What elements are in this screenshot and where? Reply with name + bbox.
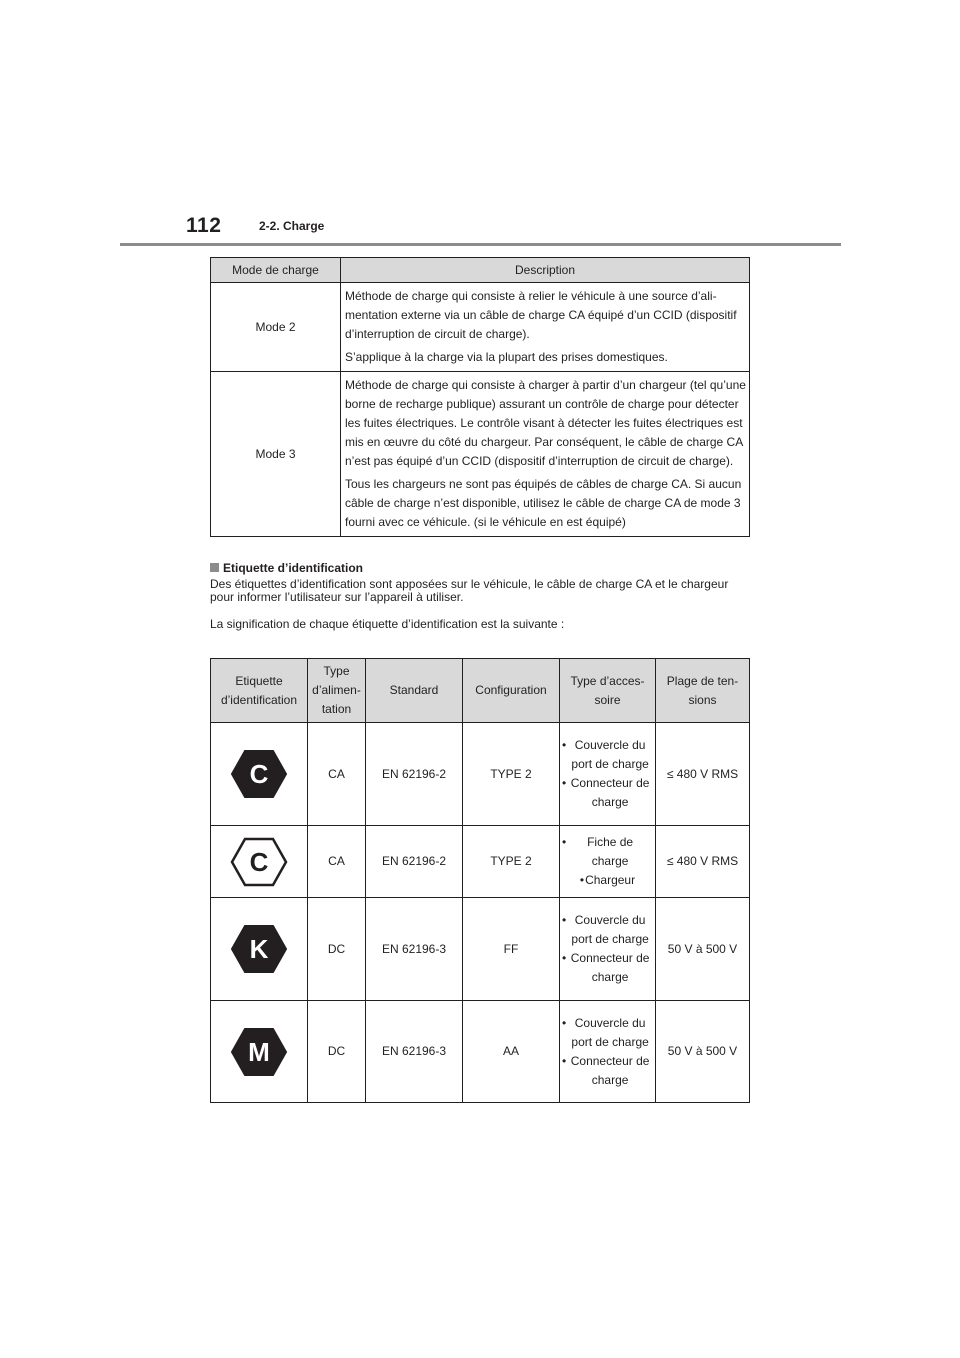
label-cell: [211, 898, 308, 1001]
voltage-cell: ≤ 480 V RMS: [656, 826, 750, 898]
accessory-cell: [560, 1001, 656, 1103]
column-header-description: Description: [341, 258, 750, 283]
accessory-item: • Chargeur: [562, 871, 653, 890]
accessory-cell: [560, 898, 656, 1001]
standard-cell: EN 62196-3: [366, 898, 463, 1001]
configuration-cell: AA: [463, 1001, 560, 1103]
description-paragraph: S’applique à la charge via la plupart des prises domestiques.: [345, 350, 668, 364]
table-header-row: [211, 258, 750, 283]
table-row: [211, 826, 750, 898]
svg-text:K: K: [249, 934, 269, 964]
identification-intro: Des étiquettes d’identification sont apposées sur le véhicule, le câble de charge CA et le chargeur pour informer l’utilisateur sur l’appareil à utiliser.: [210, 577, 729, 604]
accessory-item: • Couvercle du port de charge: [562, 911, 653, 949]
voltage-cell: 50 V à 500 V: [656, 898, 750, 1001]
square-bullet-icon: [210, 563, 219, 572]
mode-cell: Mode 2: [211, 283, 341, 372]
hexagon-m-filled-icon: [230, 1027, 288, 1077]
column-header-label: Etiquette d’identification: [211, 659, 308, 723]
supply-cell: CA: [308, 723, 366, 826]
section-title: 2-2. Charge: [259, 219, 325, 233]
supply-cell: CA: [308, 826, 366, 898]
identification-label-table: [210, 658, 750, 1103]
description-paragraph: Tous les chargeurs ne sont pas équipés de câbles de charge CA. Si aucun câble de charge n’est disponible, utilisez le câble de charge CA de mode 3 fourni avec ce véhicule. (si le véhicule en est équipé): [345, 477, 742, 529]
description-cell: [341, 372, 750, 537]
voltage-cell: ≤ 480 V RMS: [656, 723, 750, 826]
page-number: 112: [186, 214, 222, 237]
identification-heading-text: Etiquette d’identification: [223, 561, 363, 575]
accessory-item: • Couvercle du port de charge: [562, 1014, 653, 1052]
svg-text:M: M: [248, 1036, 270, 1067]
description-paragraph: Méthode de charge qui consiste à charger à partir d’un chargeur (tel qu’une borne de recharge publique) assurant un contrôle de charge pour détecter les fuites électriques. Le contrôle visant à détecter les fuites électriques est mis en œuvre du côté du chargeur. Par conséquent, le câble de charge CA n’est pas équipé d’un CCID (dispositif d’interruption de circuit de charge).: [345, 378, 746, 468]
table-header-row: [211, 659, 750, 723]
voltage-cell: 50 V à 500 V: [656, 1001, 750, 1103]
table-row: [211, 898, 750, 1001]
configuration-cell: TYPE 2: [463, 826, 560, 898]
configuration-cell: FF: [463, 898, 560, 1001]
accessory-item: • Fiche de charge: [562, 833, 653, 871]
accessory-cell: [560, 826, 656, 898]
column-header-supply: Type d’alimentation: [308, 659, 366, 723]
accessory-item: • Connecteur de charge: [562, 949, 653, 987]
hexagon-c-filled-icon: [230, 749, 288, 799]
svg-text:C: C: [249, 759, 269, 789]
supply-cell: DC: [308, 898, 366, 1001]
label-cell: [211, 723, 308, 826]
standard-cell: EN 62196-2: [366, 826, 463, 898]
identification-meaning: La signification de chaque étiquette d’identification est la suivante :: [210, 617, 565, 631]
description-paragraph: Méthode de charge qui consiste à relier le véhicule à une source d’alimentation externe via un câble de charge CA équipé d’un CCID (dispositif d’interruption de circuit de charge).: [345, 289, 737, 341]
description-cell: [341, 283, 750, 372]
standard-cell: EN 62196-3: [366, 1001, 463, 1103]
header-divider: [120, 243, 841, 246]
label-cell: [211, 826, 308, 898]
table-row: [211, 723, 750, 826]
svg-text:C: C: [249, 846, 269, 877]
accessory-item: • Connecteur de charge: [562, 774, 653, 812]
supply-cell: DC: [308, 1001, 366, 1103]
column-header-accessory: Type d’accessoire: [560, 659, 656, 723]
column-header-standard: Standard: [366, 659, 463, 723]
hexagon-c-outline-icon: [230, 837, 288, 887]
table-row: [211, 1001, 750, 1103]
table-row: [211, 283, 750, 372]
identification-heading: [210, 561, 363, 575]
accessory-item: • Connecteur de charge: [562, 1052, 653, 1090]
hexagon-k-filled-icon: [230, 924, 288, 974]
column-header-mode: Mode de charge: [211, 258, 341, 283]
column-header-configuration: Configuration: [463, 659, 560, 723]
charging-mode-table: [210, 257, 750, 537]
mode-cell: Mode 3: [211, 372, 341, 537]
label-cell: [211, 1001, 308, 1103]
standard-cell: EN 62196-2: [366, 723, 463, 826]
column-header-voltage: Plage de tensions: [656, 659, 750, 723]
configuration-cell: TYPE 2: [463, 723, 560, 826]
accessory-cell: [560, 723, 656, 826]
accessory-item: • Couvercle du port de charge: [562, 736, 653, 774]
table-row: [211, 372, 750, 537]
